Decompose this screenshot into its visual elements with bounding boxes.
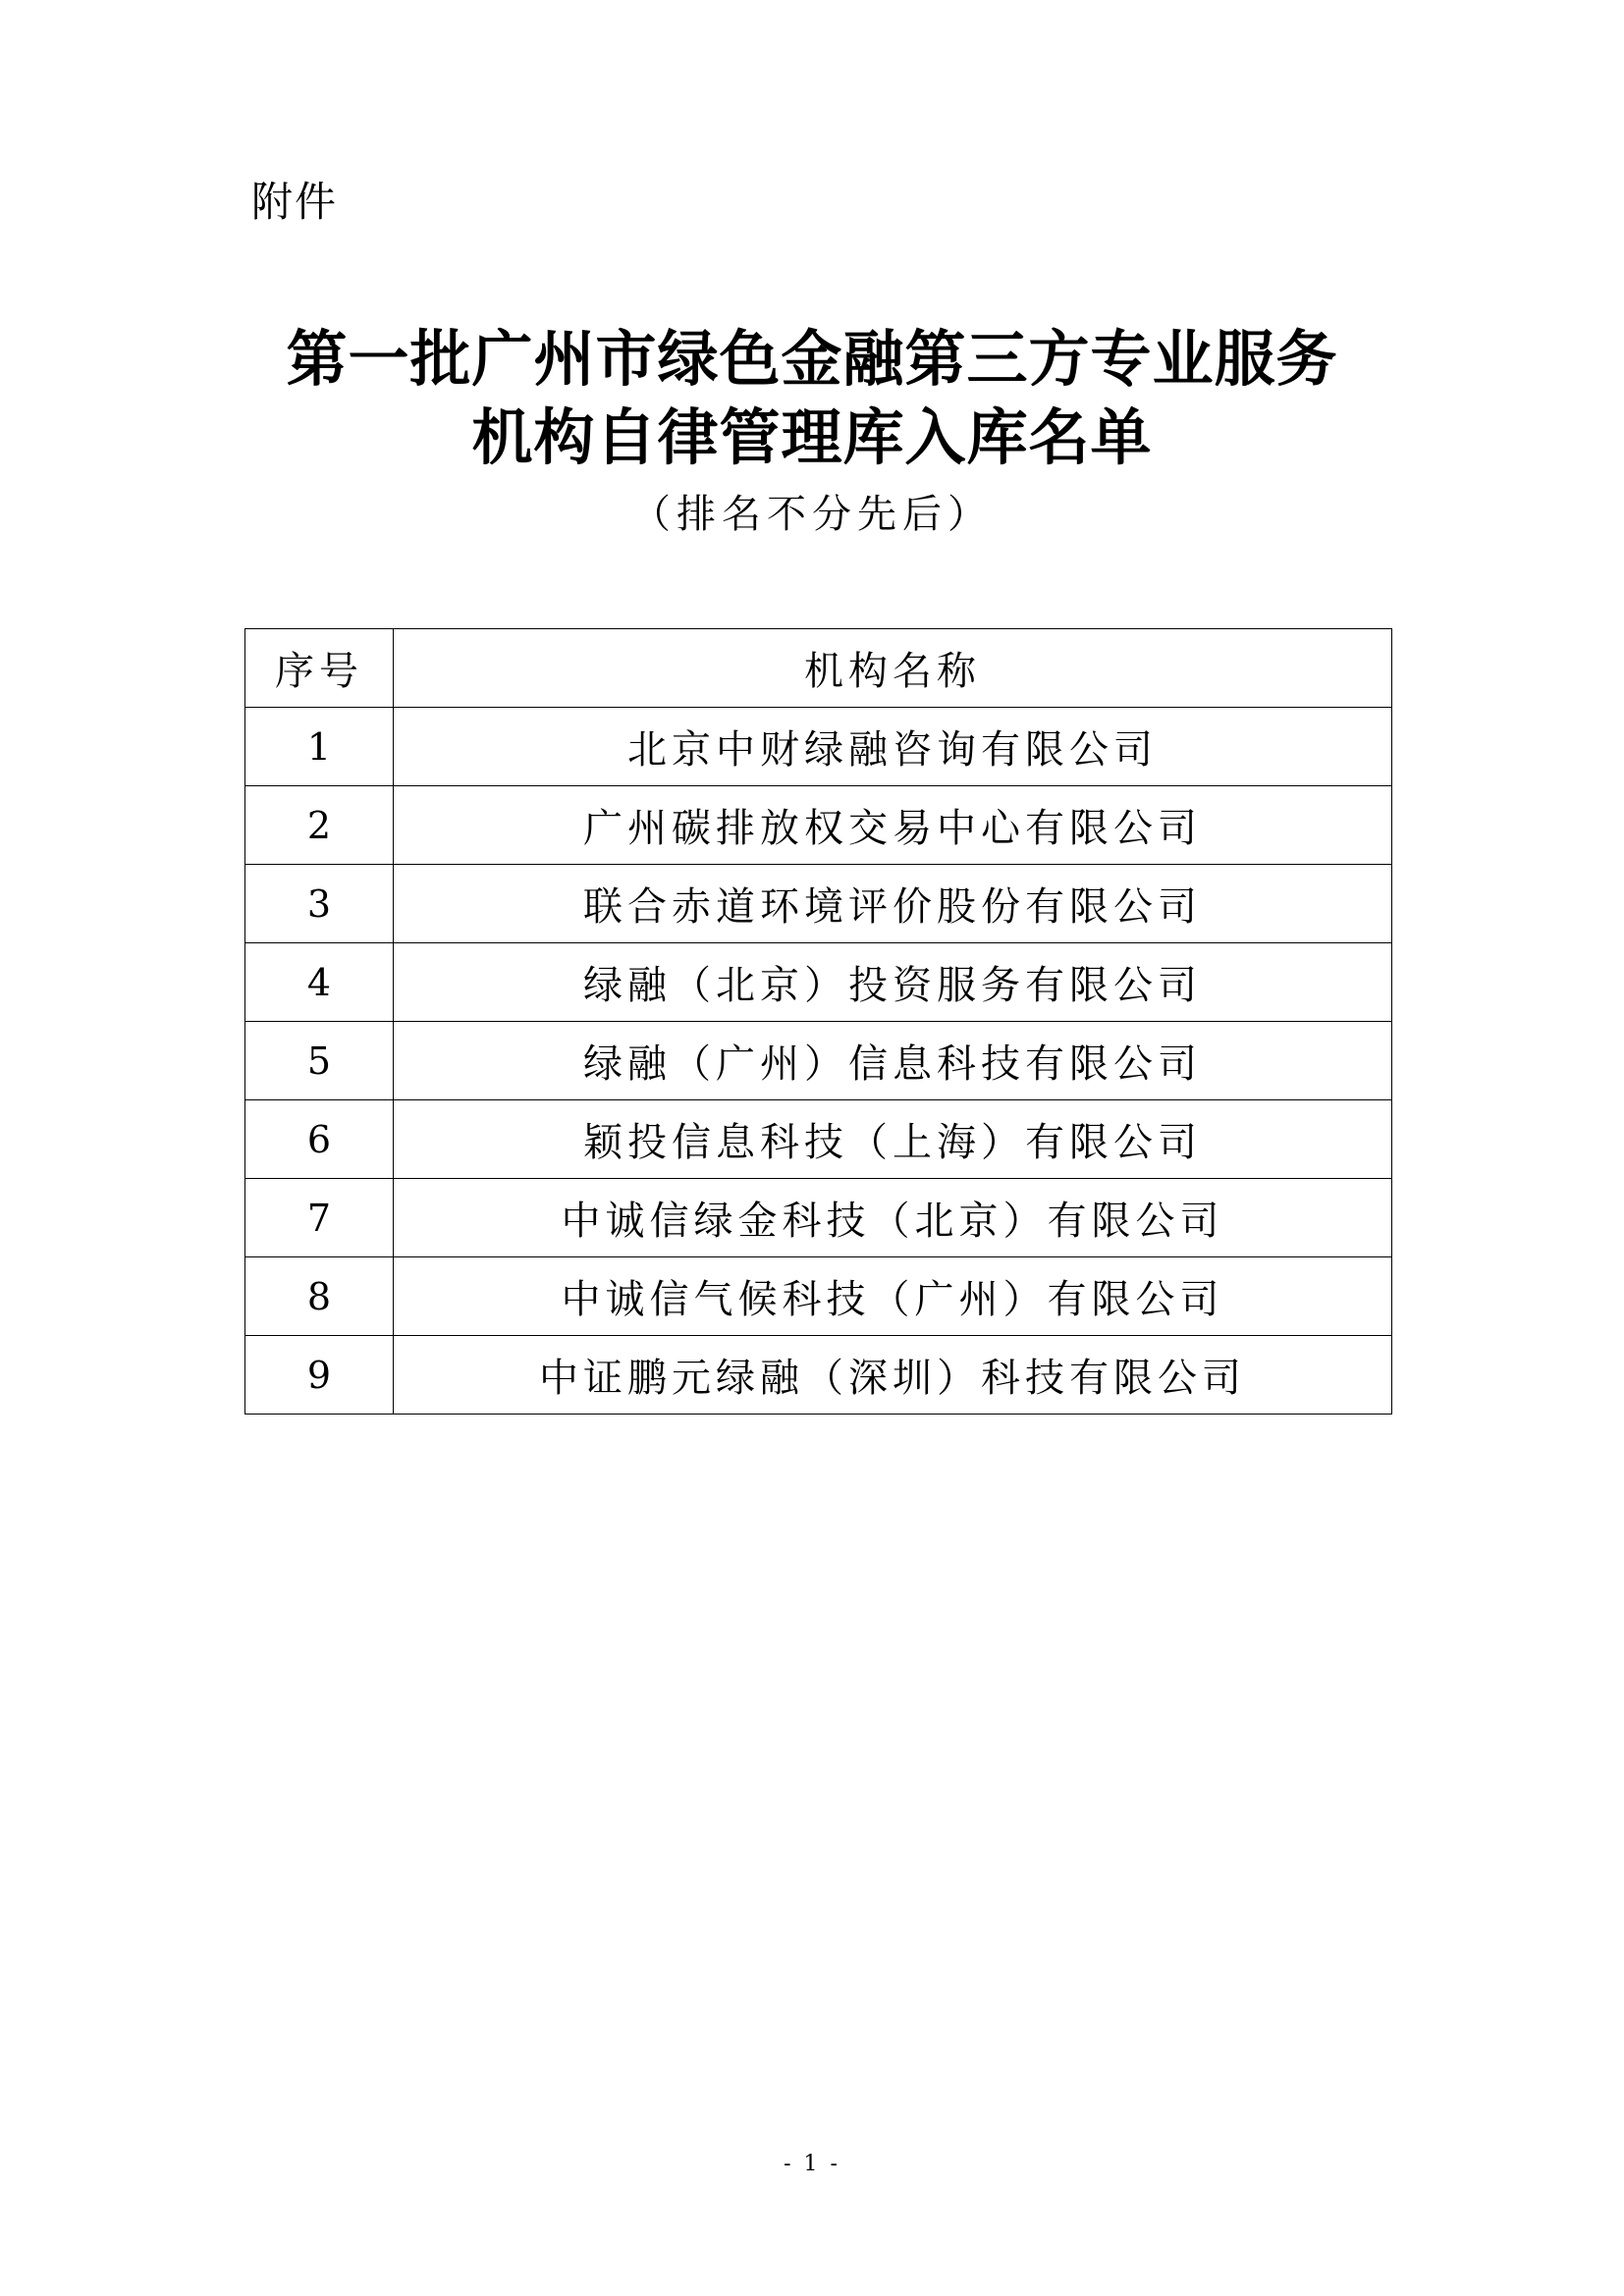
header-serial-number: 序号 [245, 629, 394, 708]
row-institution-name: 北京中财绿融咨询有限公司 [394, 708, 1392, 786]
table-row [245, 943, 1392, 1022]
row-institution-name: 绿融（广州）信息科技有限公司 [394, 1022, 1392, 1100]
header-institution-name: 机构名称 [394, 629, 1392, 708]
document-title-line-2: 机构自律管理库入库名单 [471, 401, 1153, 473]
row-institution-name: 中诚信气候科技（广州）有限公司 [394, 1257, 1392, 1336]
table-row [245, 865, 1392, 943]
table-row [245, 1179, 1392, 1257]
row-institution-name: 中证鹏元绿融（深圳）科技有限公司 [394, 1336, 1392, 1415]
row-serial-number: 5 [245, 1022, 394, 1100]
row-institution-name: 绿融（北京）投资服务有限公司 [394, 943, 1392, 1022]
table-row [245, 708, 1392, 786]
table-row [245, 786, 1392, 865]
row-serial-number: 1 [245, 708, 394, 786]
table-row [245, 1100, 1392, 1179]
row-serial-number: 2 [245, 786, 394, 865]
row-serial-number: 3 [245, 865, 394, 943]
row-serial-number: 8 [245, 1257, 394, 1336]
row-serial-number: 9 [245, 1336, 394, 1415]
row-institution-name: 中诚信绿金科技（北京）有限公司 [394, 1179, 1392, 1257]
table-row [245, 1257, 1392, 1336]
title-block [0, 320, 1624, 542]
row-serial-number: 6 [245, 1100, 394, 1179]
page-number: - 1 - [784, 2152, 840, 2176]
table-row [245, 1022, 1392, 1100]
row-institution-name: 联合赤道环境评价股份有限公司 [394, 865, 1392, 943]
document-title-line-1: 第一批广州市绿色金融第三方专业服务 [286, 323, 1338, 395]
table-row [245, 1336, 1392, 1415]
row-serial-number: 4 [245, 943, 394, 1022]
attachment-label: 附件 [251, 178, 339, 226]
document-subtitle: （排名不分先后） [631, 492, 993, 537]
row-institution-name: 颖投信息科技（上海）有限公司 [394, 1100, 1392, 1179]
row-serial-number: 7 [245, 1179, 394, 1257]
row-institution-name: 广州碳排放权交易中心有限公司 [394, 786, 1392, 865]
table-header-row [245, 629, 1392, 708]
institution-table-container [244, 628, 1391, 1415]
institution-table [244, 628, 1392, 1415]
